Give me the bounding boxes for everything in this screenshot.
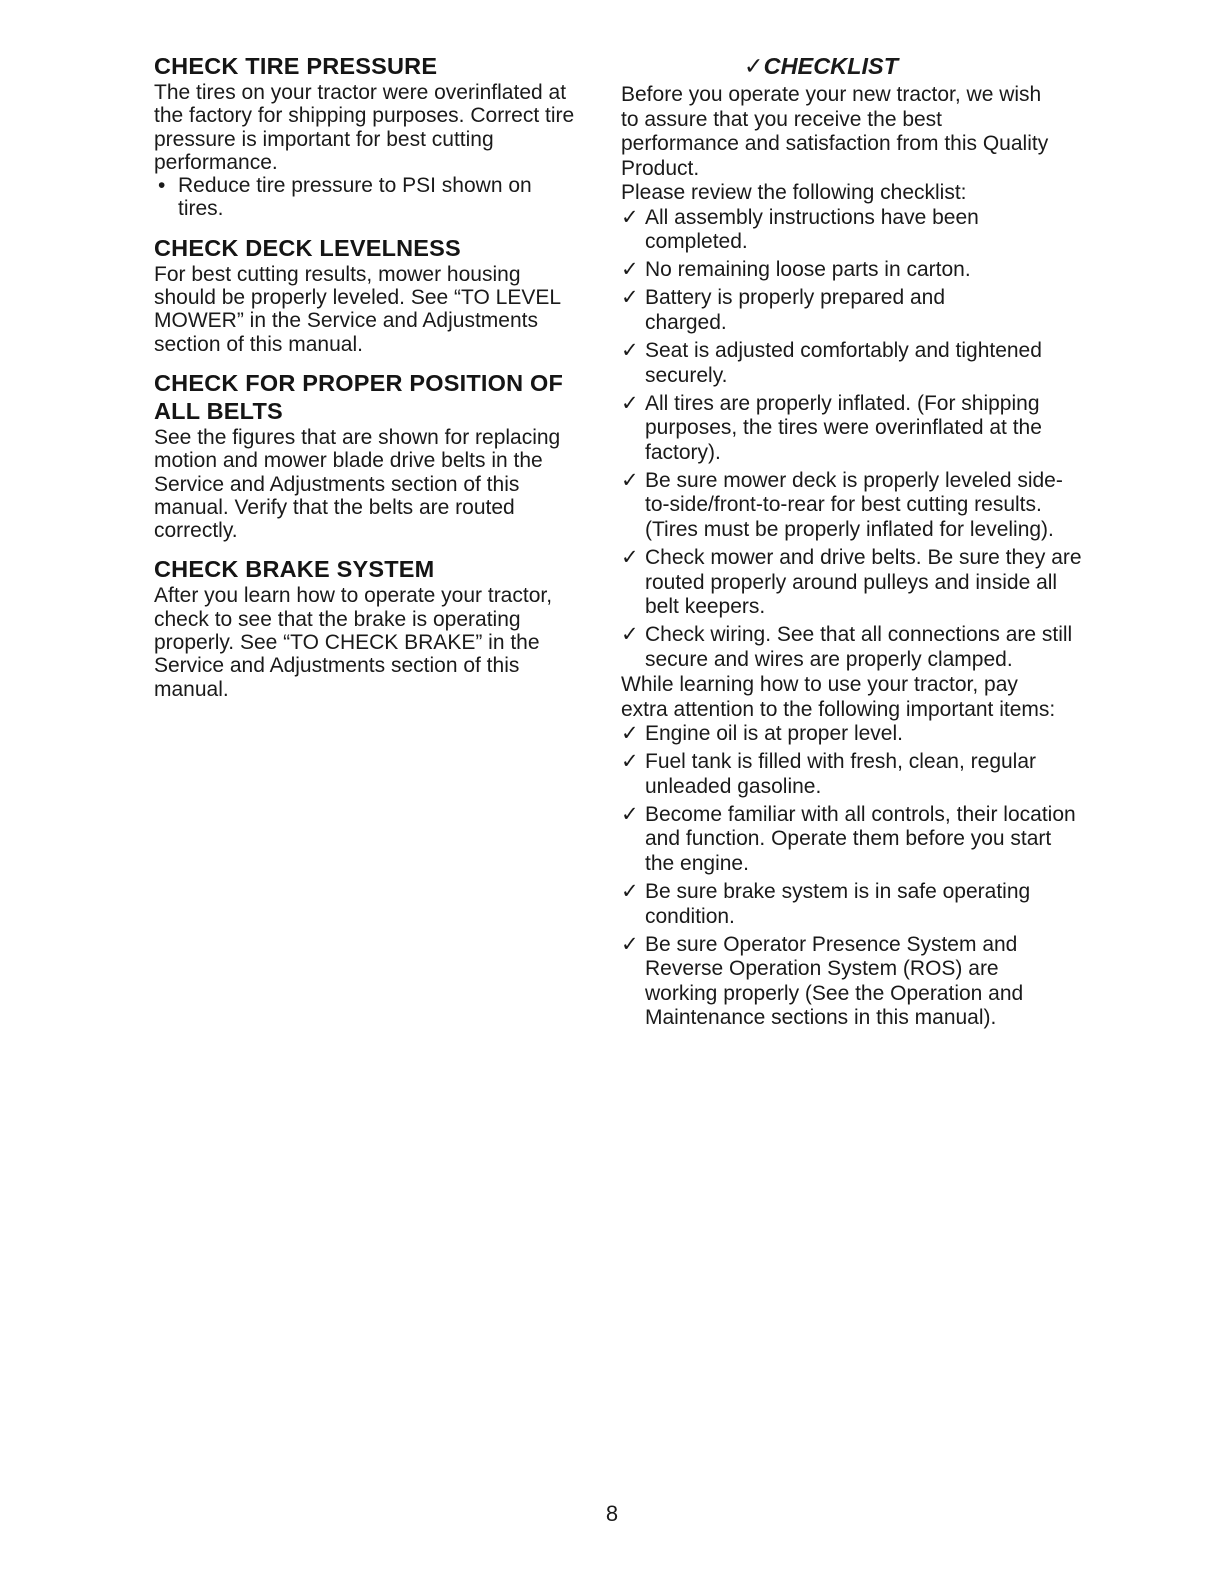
important-items — [621, 722, 1076, 1031]
checklist-title: ✓CHECKLIST — [743, 53, 899, 79]
list-item-text: Become familiar with all controls, their location and function. Operate them before you start the engine. — [645, 802, 1076, 875]
check-icon: ✓ — [621, 750, 639, 774]
list-item — [621, 206, 1085, 255]
checklist-items — [621, 205, 1082, 673]
list-item — [154, 174, 578, 221]
check-icon: ✓ — [621, 391, 639, 415]
tire-bullet-list — [154, 174, 592, 221]
heading-tire-pressure: CHECK TIRE PRESSURE — [154, 53, 438, 79]
list-item-text: All assembly instructions have been completed. — [645, 205, 979, 253]
list-item — [621, 286, 1025, 335]
heading-belts: CHECK FOR PROPER POSITION OF ALL BELTS — [154, 369, 564, 424]
check-icon: ✓ — [621, 339, 639, 363]
check-icon: ✓ — [621, 258, 639, 282]
list-item-text: Be sure mower deck is properly leveled side-to-side/front-to-rear for best cutting results. (Tires must be properly inflated for leveling). — [645, 468, 1063, 541]
check-icon: ✓ — [621, 623, 639, 647]
list-item-text: Fuel tank is filled with fresh, clean, regular unleaded gasoline. — [645, 750, 1037, 798]
list-item — [621, 339, 1075, 388]
check-icon: ✓ — [621, 205, 639, 229]
bullet-icon: • — [158, 174, 166, 198]
body-deck-levelness: For best cutting results, mower housing should be properly leveled. See “TO LEVEL MOWER” in the Service and Adjustments section of this manual. — [154, 262, 561, 356]
list-item-text: Check mower and drive belts. Be sure they are routed properly around pulleys and inside all belt keepers. — [645, 546, 1082, 619]
list-item-text: Be sure Operator Presence System and Reverse Operation System (ROS) are working properly (See the Operation and Maintenance sections in this manual). — [645, 932, 1024, 1030]
checklist-review: Please review the following checklist: — [621, 181, 967, 204]
section-deck-levelness — [154, 234, 592, 356]
list-item-text: All tires are properly inflated. (For shipping purposes, the tires were overinflated at the factory). — [645, 391, 1042, 464]
list-item — [621, 750, 1085, 799]
check-icon: ✓ — [621, 880, 639, 904]
section-brake-system — [154, 555, 592, 700]
list-item-text: Engine oil is at proper level. — [645, 722, 903, 745]
section-belts — [154, 369, 592, 542]
right-column — [621, 52, 1082, 1034]
bullet-text: Reduce tire pressure to PSI shown on tires. — [178, 174, 532, 221]
section-tire-pressure — [154, 52, 592, 221]
list-item-text: Battery is properly prepared and charged. — [645, 286, 945, 334]
body-belts: See the figures that are shown for replacing motion and mower blade drive belts in the Service and Adjustments section of this manual. Verify that the belts are routed correctly. — [154, 425, 561, 543]
list-item-text: Be sure brake system is in safe operating condition. — [645, 880, 1031, 928]
check-icon: ✓ — [621, 546, 639, 570]
body-tire-pressure: The tires on your tractor were overinflated at the factory for shipping purposes. Correct tire pressure is important for best cutting performance. — [154, 81, 575, 174]
checklist-intro: Before you operate your new tractor, we wish to assure that you receive the best performance and satisfaction from this Quality Product. — [621, 83, 1049, 180]
left-column — [154, 52, 592, 714]
heading-brake-system: CHECK BRAKE SYSTEM — [154, 556, 435, 583]
list-item — [621, 803, 1085, 877]
check-icon: ✓ — [621, 286, 639, 310]
list-item-text: Check wiring. See that all connections are still secure and wires are properly clamped. — [645, 623, 1073, 671]
list-item-text: Seat is adjusted comfortably and tightened securely. — [645, 339, 1042, 387]
check-icon: ✓ — [621, 932, 639, 956]
check-icon: ✓ — [621, 468, 639, 492]
check-icon: ✓ — [621, 802, 639, 826]
list-item — [621, 933, 1065, 1031]
list-item — [621, 546, 1085, 620]
list-item — [621, 258, 1085, 283]
list-item — [621, 623, 1075, 672]
heading-deck-levelness: CHECK DECK LEVELNESS — [154, 234, 461, 261]
check-icon: ✓ — [621, 722, 639, 745]
list-item — [621, 392, 1075, 466]
while-learning-text: While learning how to use your tractor, pay extra attention to the following important items: — [621, 673, 1056, 721]
list-item — [621, 880, 1085, 929]
page-number: 8 — [605, 1501, 619, 1526]
list-item-text: No remaining loose parts in carton. — [645, 258, 971, 282]
body-brake-system: After you learn how to operate your tractor, check to see that the brake is operating properly. See “TO CHECK BRAKE” in the Service and Adjustments section of this manual. — [154, 584, 553, 701]
list-item — [621, 469, 1085, 543]
list-item — [621, 722, 1085, 747]
